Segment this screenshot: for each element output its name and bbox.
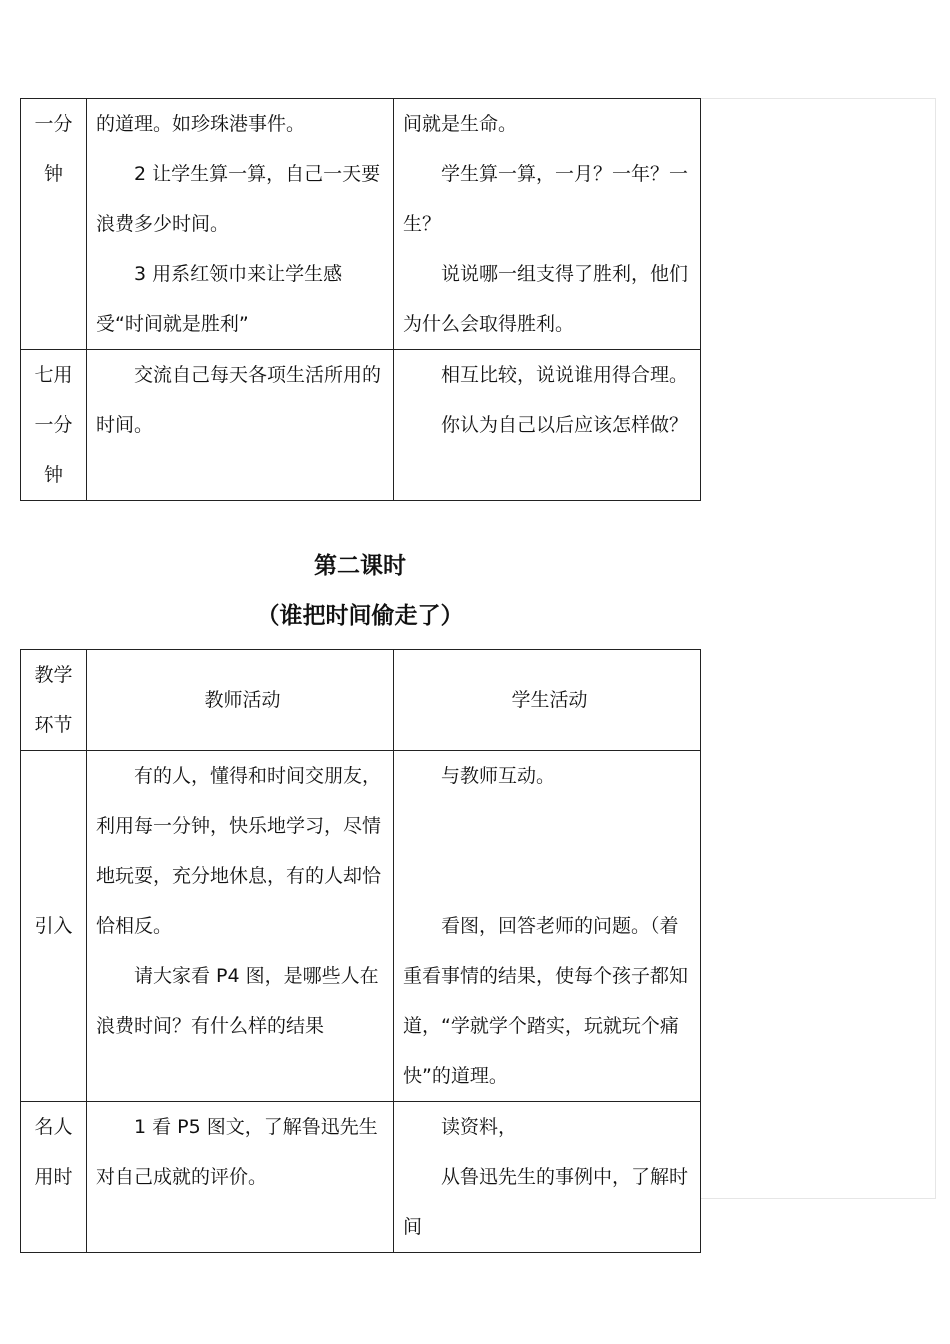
header-teacher-cell: 教师活动 <box>87 650 394 751</box>
table-row <box>21 751 701 1102</box>
table-row <box>21 350 701 501</box>
section-cell <box>21 1102 87 1253</box>
section-cell <box>21 99 87 350</box>
paragraph: 你认为自己以后应该怎样做？ <box>441 414 689 436</box>
paragraph: 有的人，懂得和时间交朋友，利用每一分钟，快乐地学习，尽情地玩耍，充分地休息，有的人却恰恰相反。 <box>96 765 382 937</box>
section-line: 一分 <box>34 113 73 135</box>
paragraph: 说说哪一组支得了胜利，他们为什么会取得胜利。 <box>403 263 689 335</box>
paragraph: 读资料， <box>441 1116 518 1138</box>
lesson-table <box>20 649 701 1253</box>
paragraph: 2 让学生算一算，自己一天要浪费多少时间。 <box>96 163 381 235</box>
paragraph: 1 看 P5 图文，了解鲁迅先生对自己成就的评价。 <box>96 1116 378 1188</box>
lesson-subtitle: （谁把时间偷走了） <box>256 603 464 629</box>
student-activity-cell <box>394 99 701 350</box>
section-line: 用时 <box>34 1166 73 1188</box>
teacher-activity-cell <box>87 99 394 350</box>
lesson-title: 第二课时 <box>314 553 406 579</box>
section-line: 一分 <box>34 414 73 436</box>
lesson-table-continued <box>20 98 701 501</box>
table-row <box>21 1102 701 1253</box>
section-line: 引入 <box>34 915 73 937</box>
teacher-activity-cell <box>87 1102 394 1253</box>
section-line: 钟 <box>43 464 63 486</box>
student-activity-cell <box>394 751 701 1102</box>
section-cell <box>21 751 87 1102</box>
student-activity-cell <box>394 1102 701 1253</box>
paragraph: 请大家看 P4 图，是哪些人在浪费时间？有什么样的结果 <box>96 965 379 1037</box>
paragraph: 从鲁迅先生的事例中，了解时间 <box>403 1166 689 1238</box>
paragraph: 学生算一算，一月？一年？一生？ <box>403 163 689 235</box>
paragraph: 相互比较，说说谁用得合理。 <box>441 364 689 386</box>
table-row <box>21 99 701 350</box>
table-header-row <box>21 650 701 751</box>
teacher-activity-cell <box>87 350 394 501</box>
student-activity-cell <box>394 350 701 501</box>
paragraph: 与教师互动。 <box>441 765 556 787</box>
header-line: 环节 <box>34 714 73 736</box>
teacher-activity-cell <box>87 751 394 1102</box>
section-line: 七用 <box>34 364 73 386</box>
paragraph: 交流自己每天各项生活所用的时间。 <box>96 364 382 436</box>
paragraph: 3 用系红领巾来让学生感受“时间就是胜利” <box>96 263 343 335</box>
paragraph: 的道理。如珍珠港事件。 <box>96 113 306 135</box>
section-line: 名人 <box>34 1116 73 1138</box>
header-section-cell <box>21 650 87 751</box>
section-cell <box>21 350 87 501</box>
header-line: 教学 <box>34 664 73 686</box>
section-line: 钟 <box>43 163 63 185</box>
paragraph: 看图，回答老师的问题。（着重看事情的结果，使每个孩子都知道，“学就学个踏实，玩就玩个痛快”的道理。 <box>403 915 689 1087</box>
page-margin-frame <box>700 98 936 1199</box>
paragraph: 间就是生命。 <box>403 113 518 135</box>
header-student-cell: 学生活动 <box>394 650 701 751</box>
